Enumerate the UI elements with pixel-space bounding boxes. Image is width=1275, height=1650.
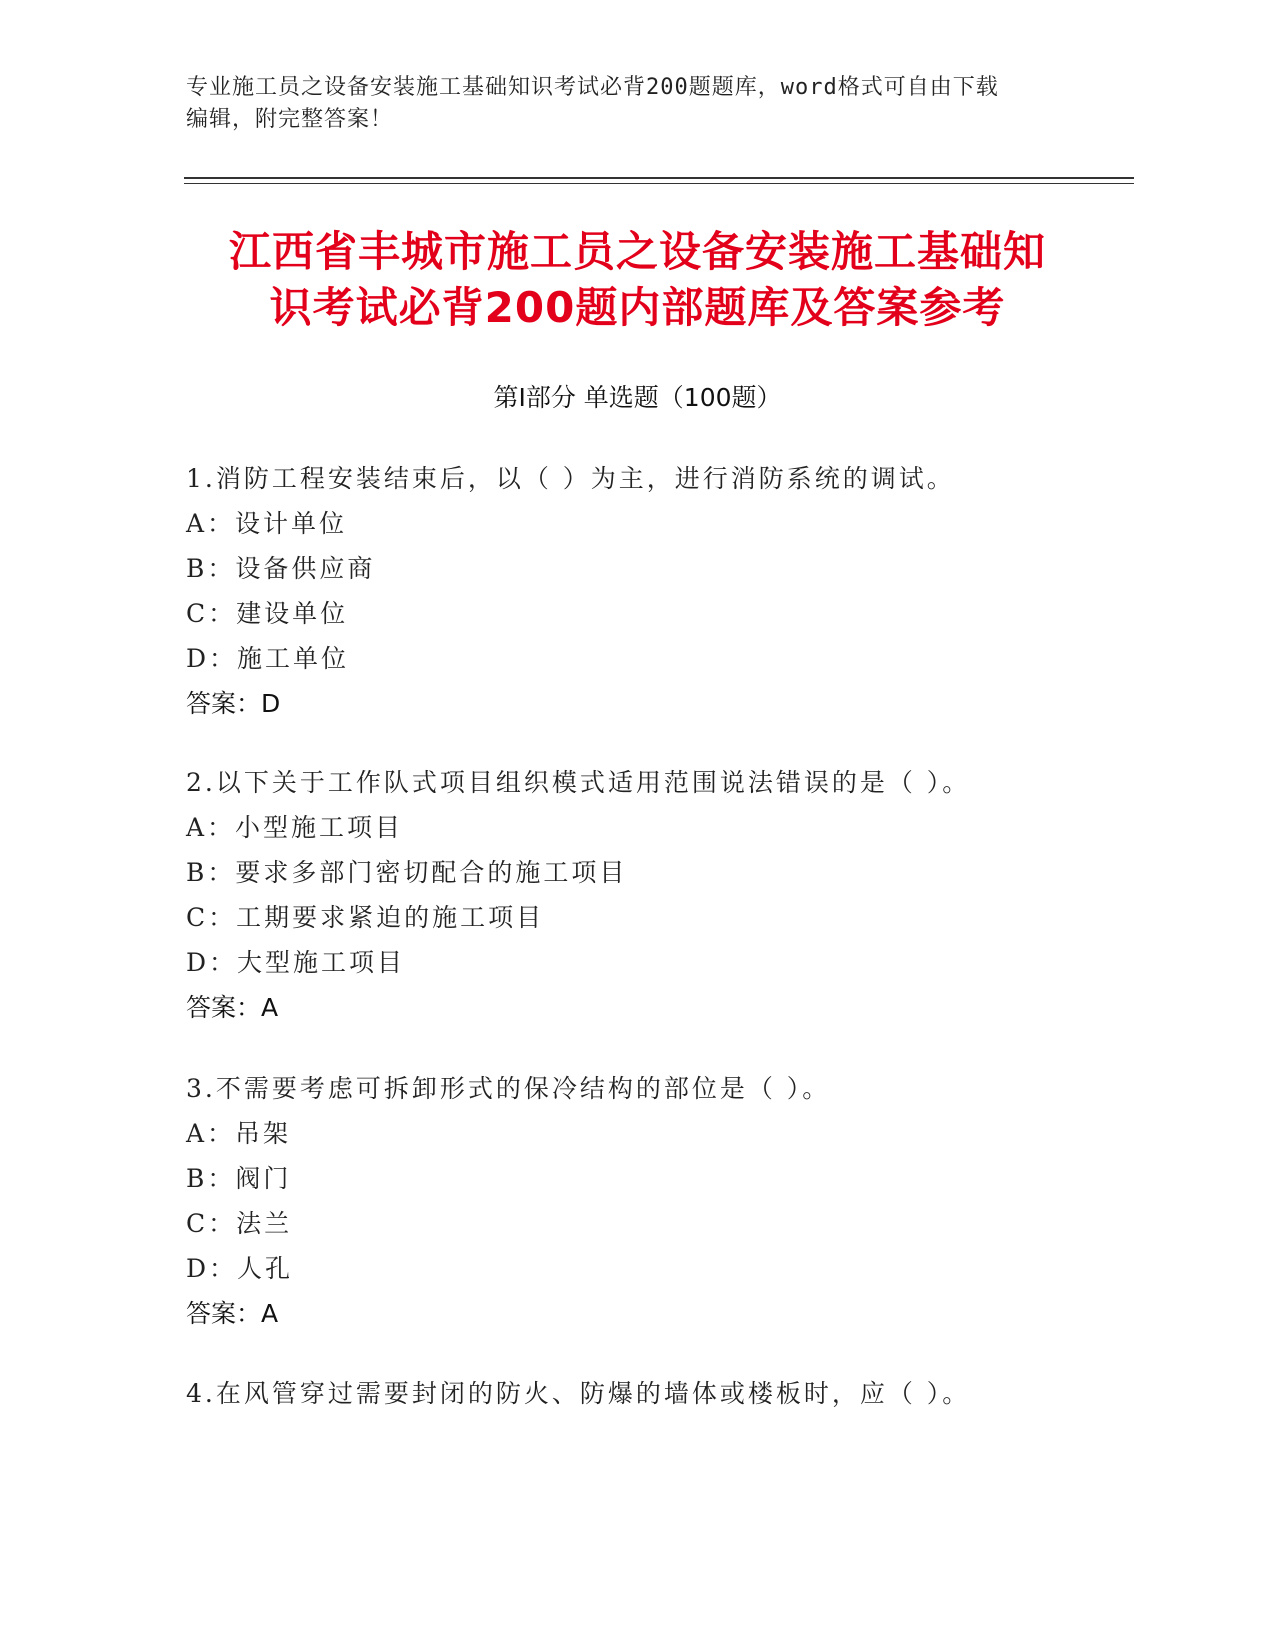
header-divider-thin bbox=[184, 183, 1134, 184]
question-1 bbox=[186, 456, 1186, 726]
document-title-line1: 江西省丰城市施工员之设备安装施工基础知 bbox=[228, 227, 1046, 276]
header-note-line1: 专业施工员之设备安装施工基础知识考试必背200题题库，word格式可自由下载 bbox=[186, 75, 999, 100]
option-b: B：设备供应商 bbox=[186, 554, 376, 583]
answer: 答案：D bbox=[186, 689, 281, 718]
question-text: 3.不需要考虑可拆卸形式的保冷结构的部位是（ ）。 bbox=[186, 1074, 831, 1103]
answer: 答案：A bbox=[186, 1299, 279, 1328]
option-d: D：大型施工项目 bbox=[186, 948, 406, 977]
option-c: C：工期要求紧迫的施工项目 bbox=[186, 903, 545, 932]
document-title bbox=[140, 224, 1135, 336]
question-text: 1.消防工程安装结束后，以（ ）为主，进行消防系统的调试。 bbox=[186, 464, 955, 493]
option-b: B：要求多部门密切配合的施工项目 bbox=[186, 858, 628, 887]
header-note bbox=[186, 72, 1086, 136]
answer: 答案：A bbox=[186, 993, 279, 1022]
option-a: A：吊架 bbox=[186, 1119, 292, 1148]
header-divider-thick bbox=[184, 177, 1134, 179]
option-d: D：人孔 bbox=[186, 1254, 294, 1283]
question-text: 2.以下关于工作队式项目组织模式适用范围说法错误的是（ ）。 bbox=[186, 768, 971, 797]
option-a: A：小型施工项目 bbox=[186, 813, 404, 842]
option-c: C：法兰 bbox=[186, 1209, 293, 1238]
question-text: 4.在风管穿过需要封闭的防火、防爆的墙体或楼板时，应（ ）。 bbox=[186, 1379, 971, 1408]
option-d: D：施工单位 bbox=[186, 644, 350, 673]
option-b: B：阀门 bbox=[186, 1164, 292, 1193]
question-4 bbox=[186, 1371, 1186, 1416]
option-c: C：建设单位 bbox=[186, 599, 349, 628]
question-3 bbox=[186, 1066, 1186, 1336]
document-title-line2: 识考试必背200题内部题库及答案参考 bbox=[269, 283, 1006, 332]
header-note-line2: 编辑，附完整答案！ bbox=[186, 107, 394, 132]
section-heading: 第I部分 单选题（100题） bbox=[493, 383, 782, 412]
question-2 bbox=[186, 760, 1186, 1030]
option-a: A：设计单位 bbox=[186, 509, 348, 538]
